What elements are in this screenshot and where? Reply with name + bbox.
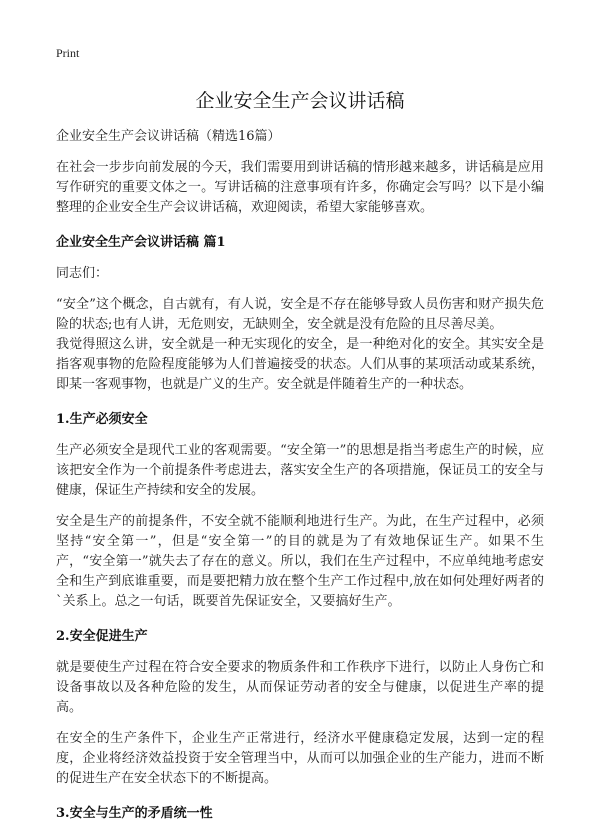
section-2-paragraph-1: 就是要使生产过程在符合安全要求的物质条件和工作秩序下进行，以防止人身伤亡和设备事故以及各种危险的发生，从而保证劳动者的安全与健康，以促进生产率的提高。	[56, 660, 544, 715]
section-2-paragraph-2: 在安全的生产条件下，企业生产正常进行，经济水平健康稳定发展，达到一定的程度，企业将经济效益投资于安全管理当中，从而可以加强企业的生产能力，进而不断的促进生产在安全状态下的不断提高。	[56, 731, 544, 786]
intro-paragraph: 在社会一步步向前发展的今天，我们需要用到讲话稿的情形越来越多，讲话稿是应用写作研究的重要文体之一。写讲话稿的注意事项有许多，你确定会写吗？以下是小编整理的企业安全生产会议讲话稿，欢迎阅读，希望大家能够喜欢。	[56, 160, 544, 215]
greeting: 同志们：	[56, 266, 109, 281]
paragraph-safety-definition: 我觉得照这么讲，安全就是一种无实现化的安全，是一种绝对化的安全。其实安全是指客观事物的危险程度能够为人们普遍接受的状态。人们从事的某项活动或某系统，即某一客观事物，也就是广义的生产。安全就是伴随着生产的一种状态。	[56, 337, 544, 392]
section-1-paragraph-2: 安全是生产的前提条件，不安全就不能顺利地进行生产。为此，在生产过程中，必须坚持“安全第一”，但是“安全第一”的目的就是为了有效地保证生产。如果不生产，“安全第一”就失去了存在的意义。所以，我们在生产过程中，不应单纯地考虑安全和生产到底谁重要，而是要把精力放在整个生产工作过程中,放在如何处理好两者的`关系上。总之一句话，既要首先保证安全，又要搞好生产。	[56, 514, 544, 609]
section-heading-3: 3.安全与生产的矛盾统一性	[56, 806, 213, 821]
section-heading-1: 1.生产必须安全	[56, 412, 148, 427]
article-heading: 企业安全生产会议讲话稿 篇1	[56, 235, 226, 250]
paragraph-safety-concept: “安全”这个概念，自古就有，有人说，安全是不存在能够导致人员伤害和财产损失危险的状态;也有人讲，无危则安，无缺则全，安全就是没有危险的且尽善尽美。	[56, 297, 544, 332]
section-heading-2: 2.安全促进生产	[56, 629, 148, 644]
page-title: 企业安全生产会议讲话稿	[195, 90, 405, 112]
section-1-paragraph-1: 生产必须安全是现代工业的客观需要。“安全第一”的思想是指当考虑生产的时候，应该把安全作为一个前提条件考虑进去，落实安全生产的各项措施，保证员工的安全与健康，保证生产持续和安全的发展。	[56, 443, 544, 498]
subtitle: 企业安全生产会议讲话稿（精选16篇）	[56, 129, 281, 144]
print-link[interactable]: Print	[56, 46, 80, 60]
